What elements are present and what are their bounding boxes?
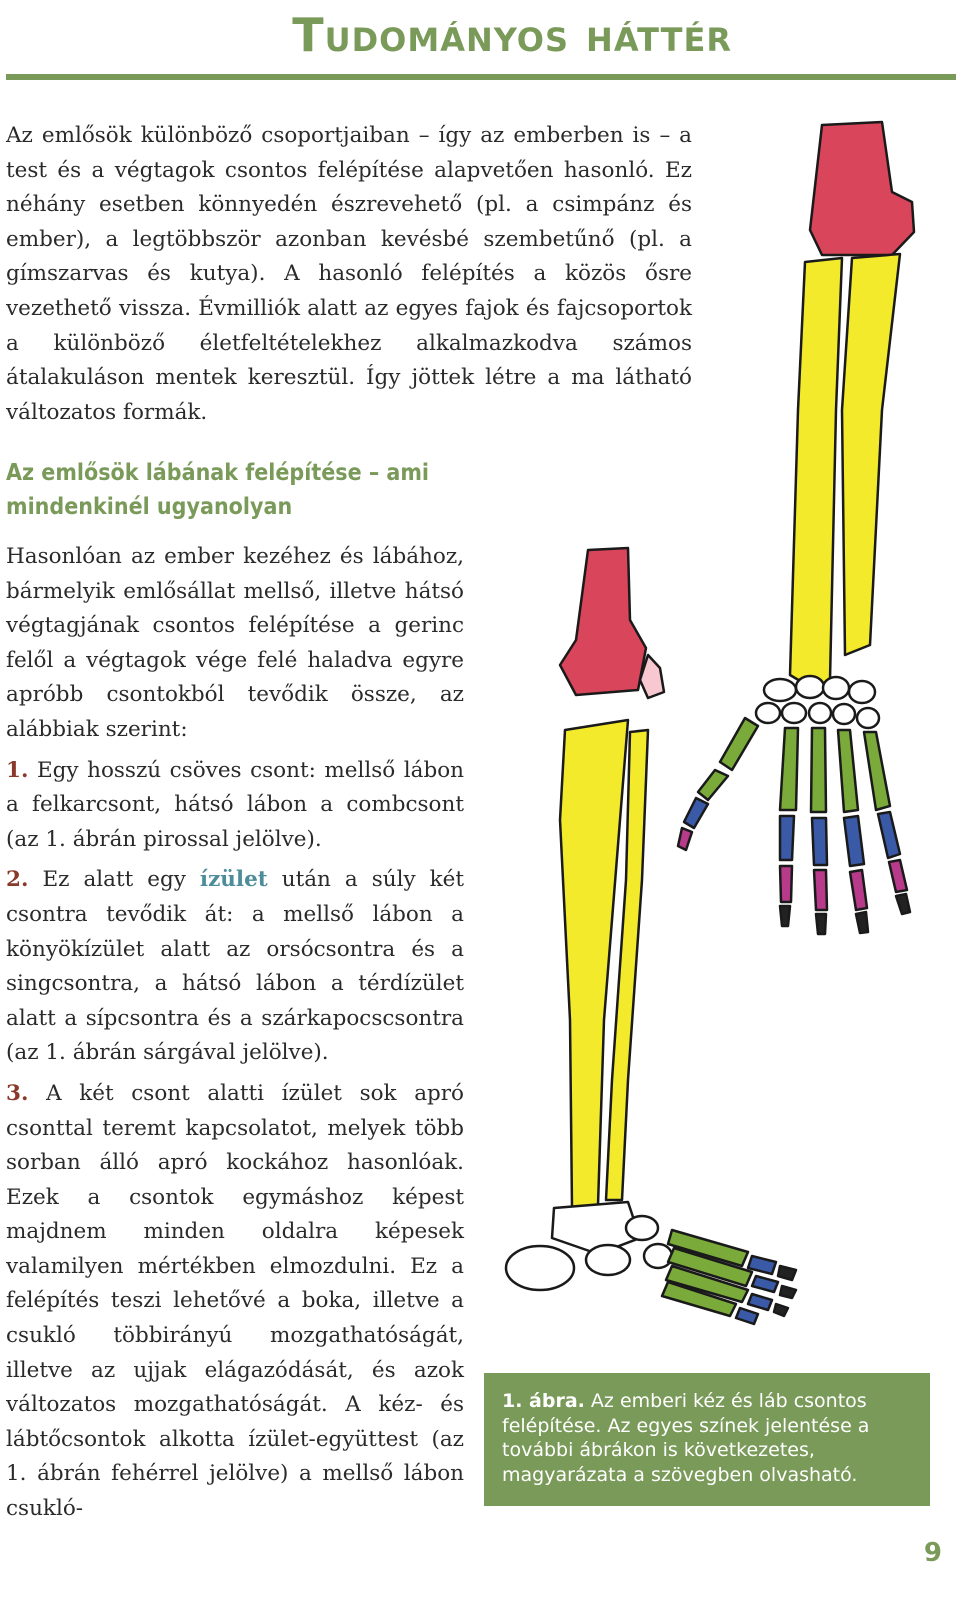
section-body bbox=[6, 540, 464, 1533]
list-item bbox=[6, 754, 464, 858]
intro-paragraph: Az emlősök különböző csoportjaiban – így az emberben is – a test és a végtagok csontos felépítése alapvetően hasonló. Ez néhány esetben könnyedén észrevehető (pl. a csimpánz és ember), a legtöbbször azonban kevésbé szembetűnő (pl. a gímszarvas és kutya). A hasonló felépítés a közös ősre vezethető vissza. Évmilliók alatt az egyes fajok és fajcsoportok a különböző életfeltételekhez alkalmazkodva számos átalakuláson mentek keresztül. Így jöttek létre a ma látható változatos formák. bbox=[6, 123, 692, 425]
distal-phalanges bbox=[780, 894, 910, 934]
ulna-bone bbox=[842, 254, 900, 655]
glossary-term-link[interactable]: ízület bbox=[199, 867, 268, 893]
section-heading: Az emlősök lábának felépítése – ami mindenkinél ugyanolyan bbox=[6, 460, 430, 520]
caption-label: 1. ábra. bbox=[502, 1390, 585, 1412]
list-item bbox=[6, 863, 464, 1071]
femur-bone bbox=[560, 548, 646, 695]
toe-tips bbox=[774, 1266, 796, 1316]
page-title: Tudományos háttér bbox=[292, 8, 732, 62]
item-text: A két csont alatti ízület sok apró csonttal teremt kapcsolatot, melyek több sorban álló apró kockához hasonlóak. Ezek a csontok egymáshoz képest majdnem minden oldalra képesek valamilyen mértékben elmozdulni. Ez a felépítés teszi lehetővé a boka, illetve a csukló többirányú mozgathatóságát, illetve az ujjak elágazódását, és azok változatos mozgathatóságát. A kéz- és lábtőcsontok alkotta ízület-együttest (az 1. ábrán fehérrel jelölve) a mellső lábon csukló- bbox=[6, 1080, 464, 1522]
page-number: 9 bbox=[923, 1538, 942, 1568]
tarsal-bones bbox=[506, 1202, 672, 1290]
section-paragraph: Hasonlóan az ember kezéhez és lábához, bármelyik emlősállat mellső, illetve hátsó végtagjának csontos felépítése a gerinc felől a végtagok vége felé haladva egyre apróbb csontokból tevődik össze, az alábbiak szerint: bbox=[6, 544, 464, 742]
metatarsal-bones bbox=[662, 1230, 752, 1316]
humerus-bone bbox=[810, 122, 914, 255]
title-divider bbox=[6, 74, 956, 80]
caption-text: Az emberi kéz és láb csontos felépítése. Az egyes színek jelentése a további ábrákon is következetes, magyarázata a szövegben olvasható. bbox=[502, 1390, 870, 1486]
skeleton-arm-leg-illustration bbox=[480, 120, 950, 1360]
item-number: 2. bbox=[6, 867, 29, 893]
item-number: 3. bbox=[6, 1080, 29, 1106]
item-number: 1. bbox=[6, 757, 29, 783]
item-text: Egy hosszú csöves csont: mellső lábon a felkarcsont, hátsó lábon a combcsont (az 1. ábrán pirossal jelölve). bbox=[6, 757, 464, 852]
figure-caption bbox=[484, 1373, 930, 1506]
carpal-bones bbox=[756, 676, 879, 728]
list-item bbox=[6, 1077, 464, 1527]
radius-bone bbox=[790, 258, 842, 688]
metacarpal-bones bbox=[698, 718, 890, 812]
item-text: Ez alatt egy bbox=[28, 867, 200, 893]
item-text: után a súly két csontra tevődik át: a mellső lábon a könyökízület alatt az orsócsontra és a singcsontra, a hátsó lábon a térdízület alatt a sípcsontra és a szárkapocscsontra (az 1. ábrán sárgával jelölve). bbox=[6, 867, 464, 1066]
